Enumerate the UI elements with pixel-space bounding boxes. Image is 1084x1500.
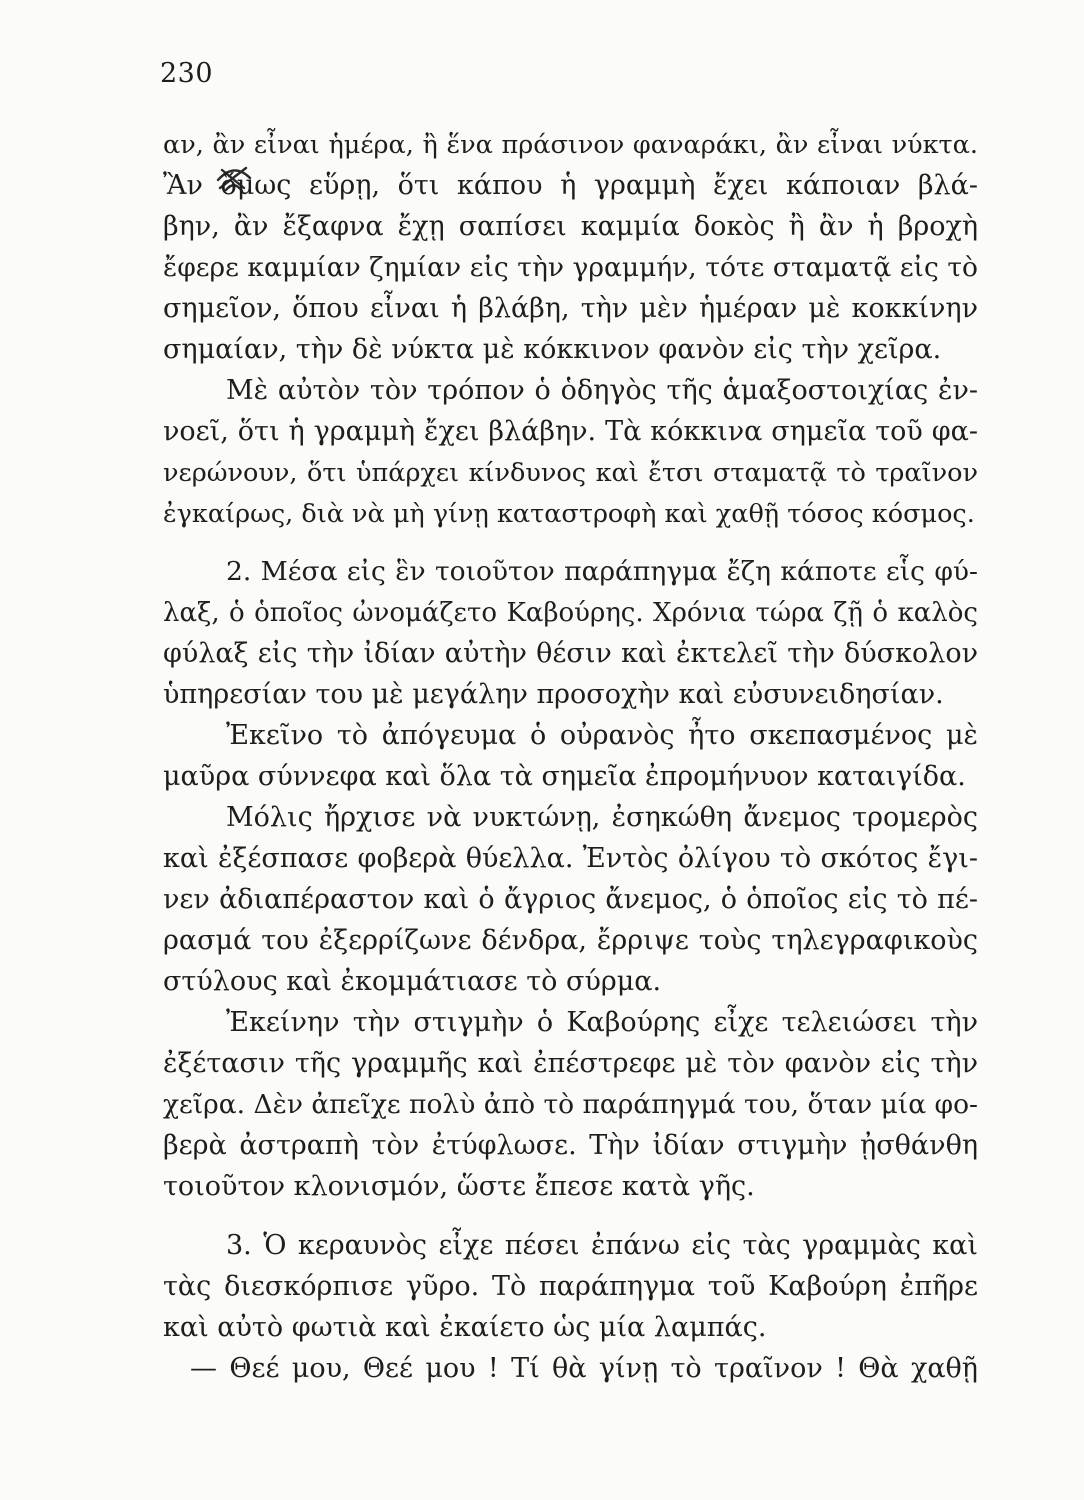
page-number: 230 [160,58,214,89]
text-line: σημαίαν, τὴν δὲ νύκτα μὲ κόκκινον φανὸν εἰς τὴν χεῖρα. [163,334,942,365]
text-line: τοιοῦτον κλονισμόν, ὥστε ἔπεσε κατὰ γῆς. [163,1171,755,1202]
text-line: ρασμά του ἐξερρίζωνε δένδρα, ἔρριψε τοὺς τηλεγραφικοὺς [163,925,978,956]
text-line: στύλους καὶ ἐκομμάτιασε τὸ σύρμα. [163,966,662,997]
text-line: βερὰ ἀστραπὴ τὸν ἐτύφλωσε. Τὴν ἰδίαν στιγμὴν ᾐσθάνθη [163,1130,978,1161]
text-line: αν, ἂν εἶναι ἡμέρα, ἢ ἕνα πράσινον φαναράκι, ἂν εἶναι νύκτα. [163,130,978,160]
text-line: νοεῖ, ὅτι ἡ γραμμὴ ἔχει βλάβην. Τὰ κόκκινα σημεῖα τοῦ φα- [163,416,978,447]
text-line: 3. Ὁ κεραυνὸς εἶχε πέσει ἐπάνω εἰς τὰς γραμμὰς καὶ [226,1230,978,1261]
text-line: καὶ αὐτὸ φωτιὰ καὶ ἐκαίετο ὡς μία λαμπάς. [163,1312,767,1343]
text-line: τὰς διεσκόρπισε γῦρο. Τὸ παράπηγμα τοῦ Καβούρη ἐπῆρε [163,1271,978,1302]
text-line: βην, ἂν ἔξαφνα ἔχῃ σαπίσει καμμία δοκὸς ἢ ἂν ἡ βροχὴ [163,211,978,242]
text-line: μαῦρα σύννεφα καὶ ὅλα τὰ σημεῖα ἐπρομήνυον καταιγίδα. [163,761,966,792]
text-line: Ἂν ὅμως εὕρῃ, ὅτι κάπου ἡ γραμμὴ ἔχει κάποιαν βλά- [163,170,978,201]
text-line: ἐγκαίρως, διὰ νὰ μὴ γίνῃ καταστροφὴ καὶ χαθῇ τόσος κόσμος. [163,499,975,529]
text-line: χεῖρα. Δὲν ἀπεῖχε πολὺ ἀπὸ τὸ παράπηγμά του, ὅταν μία φο- [163,1089,978,1120]
text-line: ἔφερε καμμίαν ζημίαν εἰς τὴν γραμμήν, τότε σταματᾷ εἰς τὸ [163,252,978,283]
text-line: νεν ἀδιαπέραστον καὶ ὁ ἄγριος ἄνεμος, ὁ ὁποῖος εἰς τὸ πέ- [163,884,978,915]
text-line: λαξ, ὁ ὁποῖος ὠνομάζετο Καβούρης. Χρόνια τώρα ζῇ ὁ καλὸς [163,598,978,628]
text-line: Ἐκεῖνο τὸ ἀπόγευμα ὁ οὐρανὸς ἦτο σκεπασμένος μὲ [226,720,978,751]
text-line: Ἐκείνην τὴν στιγμὴν ὁ Καβούρης εἶχε τελειώσει τὴν [226,1007,978,1038]
text-line: ὑπηρεσίαν του μὲ μεγάλην προσοχὴν καὶ εὐσυνειδησίαν. [163,679,944,710]
text-line: καὶ ἐξέσπασε φοβερὰ θύελλα. Ἐντὸς ὀλίγου τὸ σκότος ἔγι- [163,843,978,874]
text-line: Μόλις ἤρχισε νὰ νυκτώνῃ, ἐσηκώθη ἄνεμος τρομερὸς [226,802,978,833]
text-line: σημεῖον, ὅπου εἶναι ἡ βλάβη, τὴν μὲν ἡμέραν μὲ κοκκίνην [163,293,978,324]
text-line: — Θεέ μου, Θεέ μου ! Τί θὰ γίνῃ τὸ τραῖνον ! Θὰ χαθῇ [190,1353,978,1384]
text-line: 2. Μέσα εἰς ἓν τοιοῦτον παράπηγμα ἔζη κάποτε εἷς φύ- [226,556,978,587]
text-line: νερώνουν, ὅτι ὑπάρχει κίνδυνος καὶ ἔτσι σταματᾷ τὸ τραῖνον [163,458,978,488]
text-line: Μὲ αὐτὸν τὸν τρόπον ὁ ὁδηγὸς τῆς ἁμαξοστοιχίας ἐν- [226,375,978,406]
text-line: ἐξέτασιν τῆς γραμμῆς καὶ ἐπέστρεφε μὲ τὸν φανὸν εἰς τὴν [163,1048,978,1079]
text-line: φύλαξ εἰς τὴν ἰδίαν αὐτὴν θέσιν καὶ ἐκτελεῖ τὴν δύσκολον [163,638,978,669]
